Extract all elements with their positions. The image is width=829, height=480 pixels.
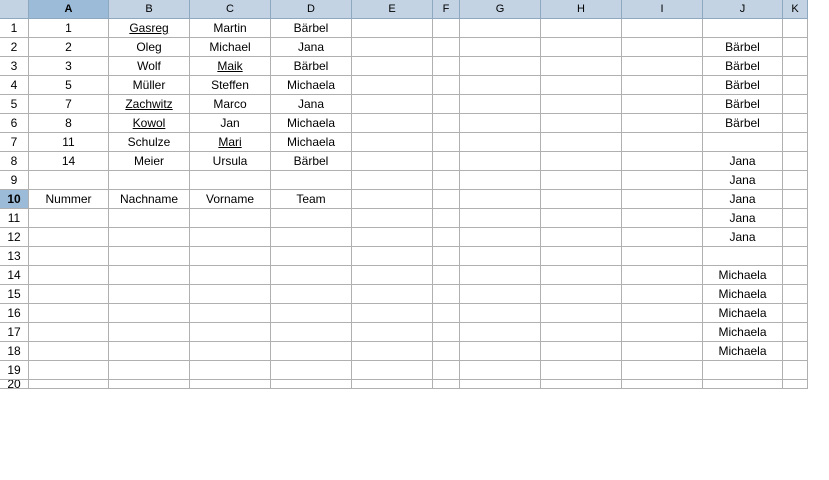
cell-j20[interactable] — [703, 380, 783, 389]
cell-h1[interactable]: Nachname — [541, 19, 622, 38]
table-row[interactable] — [0, 38, 808, 57]
table-row[interactable] — [0, 190, 808, 209]
cell-f9[interactable] — [433, 171, 460, 190]
cell-c17[interactable] — [190, 323, 271, 342]
cell-c10[interactable]: Vorname — [190, 190, 271, 209]
column-header-a[interactable]: A — [29, 0, 109, 19]
row-header-15[interactable]: 15 — [0, 285, 29, 304]
table-row[interactable] — [0, 228, 808, 247]
cell-c20[interactable] — [190, 380, 271, 389]
cell-e13[interactable] — [352, 247, 433, 266]
cell-b20[interactable] — [109, 380, 190, 389]
cell-i11[interactable] — [622, 209, 703, 228]
cell-b8[interactable]: Meier — [109, 152, 190, 171]
row-header-13[interactable]: 13 — [0, 247, 29, 266]
table-row[interactable] — [0, 380, 808, 389]
cell-a5[interactable]: 7 — [29, 95, 109, 114]
cell-g18[interactable] — [460, 342, 541, 361]
cell-b12[interactable] — [109, 228, 190, 247]
cell-b5-text: Zachwitz — [125, 97, 173, 111]
row-header-6[interactable]: 6 — [0, 114, 29, 133]
cell-a2[interactable]: 2 — [29, 38, 109, 57]
cell-a7[interactable]: 11 — [29, 133, 109, 152]
cell-k6[interactable] — [783, 114, 808, 133]
cell-i2[interactable] — [622, 38, 703, 57]
cell-a11[interactable] — [29, 209, 109, 228]
cell-i16[interactable] — [622, 304, 703, 323]
cell-g15[interactable] — [460, 285, 541, 304]
cell-d5[interactable]: Jana — [271, 95, 352, 114]
cell-b5[interactable] — [109, 95, 190, 114]
cell-f16[interactable] — [433, 304, 460, 323]
cell-i10[interactable] — [622, 190, 703, 209]
cell-a8[interactable]: 14 — [29, 152, 109, 171]
cell-d4[interactable]: Michaela — [271, 76, 352, 95]
cell-k9[interactable] — [783, 171, 808, 190]
cell-b3[interactable]: Wolf — [109, 57, 190, 76]
cell-c7-text: Mari — [218, 135, 242, 149]
cell-b19[interactable] — [109, 361, 190, 380]
table-row[interactable] — [0, 19, 808, 38]
cell-c1[interactable]: Martin — [190, 19, 271, 38]
cell-i17[interactable] — [622, 323, 703, 342]
cell-k16[interactable] — [783, 304, 808, 323]
cell-h4[interactable] — [541, 76, 622, 95]
cell-f8[interactable] — [433, 152, 460, 171]
cell-i8[interactable] — [622, 152, 703, 171]
cell-k20[interactable] — [783, 380, 808, 389]
cell-a15[interactable] — [29, 285, 109, 304]
cell-b17[interactable] — [109, 323, 190, 342]
cell-g5[interactable] — [460, 95, 541, 114]
row-header-11[interactable]: 11 — [0, 209, 29, 228]
cell-c8[interactable]: Ursula — [190, 152, 271, 171]
cell-h11[interactable] — [541, 209, 622, 228]
row-header-20[interactable]: 20 — [0, 380, 29, 389]
cell-i6[interactable] — [622, 114, 703, 133]
cell-h20[interactable] — [541, 380, 622, 389]
row-header-8[interactable]: 8 — [0, 152, 29, 171]
cell-c15[interactable] — [190, 285, 271, 304]
cell-k3[interactable] — [783, 57, 808, 76]
cell-i4[interactable] — [622, 76, 703, 95]
cell-b6[interactable] — [109, 114, 190, 133]
cell-h2[interactable] — [541, 38, 622, 57]
cell-b6-text: Kowol — [132, 116, 166, 130]
cell-k5[interactable] — [783, 95, 808, 114]
cell-f14[interactable] — [433, 266, 460, 285]
cell-h10[interactable] — [541, 190, 622, 209]
cell-i19[interactable] — [622, 361, 703, 380]
cell-j19[interactable] — [703, 361, 783, 380]
cell-g17[interactable] — [460, 323, 541, 342]
cell-g7[interactable]: Nummer — [460, 133, 541, 152]
cell-j3[interactable]: Bärbel — [703, 57, 783, 76]
cell-c14[interactable] — [190, 266, 271, 285]
cell-c2[interactable]: Michael — [190, 38, 271, 57]
cell-h9[interactable] — [541, 171, 622, 190]
cell-h3[interactable] — [541, 57, 622, 76]
cell-i7[interactable]: Vorname — [622, 133, 703, 152]
cell-k8[interactable] — [783, 152, 808, 171]
table-row[interactable] — [0, 209, 808, 228]
cell-d19[interactable] — [271, 361, 352, 380]
cell-b4[interactable]: Müller — [109, 76, 190, 95]
cell-g9[interactable] — [460, 171, 541, 190]
cell-f5[interactable] — [433, 95, 460, 114]
cell-g10[interactable] — [460, 190, 541, 209]
cell-e8[interactable] — [352, 152, 433, 171]
cell-j15[interactable]: Michaela — [703, 285, 783, 304]
cell-d15[interactable] — [271, 285, 352, 304]
cell-h17[interactable] — [541, 323, 622, 342]
cell-j13[interactable]: Team — [703, 247, 783, 266]
cell-c19[interactable] — [190, 361, 271, 380]
cell-c9[interactable] — [190, 171, 271, 190]
column-header-i[interactable]: I — [622, 0, 703, 19]
table-row[interactable] — [0, 95, 808, 114]
cell-c3-text: Maik — [217, 59, 243, 73]
cell-a9[interactable] — [29, 171, 109, 190]
cell-j6[interactable]: Bärbel — [703, 114, 783, 133]
cell-j14[interactable]: Michaela — [703, 266, 783, 285]
cell-b14[interactable] — [109, 266, 190, 285]
cell-h14[interactable] — [541, 266, 622, 285]
row-header-17[interactable]: 17 — [0, 323, 29, 342]
cell-i12[interactable] — [622, 228, 703, 247]
cell-j9[interactable]: Jana — [703, 171, 783, 190]
table-row[interactable] — [0, 76, 808, 95]
cell-j8[interactable]: Jana — [703, 152, 783, 171]
cell-h8[interactable] — [541, 152, 622, 171]
table-row[interactable] — [0, 342, 808, 361]
cell-b1-text: Gasreg — [129, 21, 169, 35]
row-header-12[interactable]: 12 — [0, 228, 29, 247]
cell-i18[interactable] — [622, 342, 703, 361]
cell-f7[interactable] — [433, 133, 460, 152]
cell-a1[interactable]: 1 — [29, 19, 109, 38]
cell-c4[interactable]: Steffen — [190, 76, 271, 95]
column-header-row — [0, 0, 808, 19]
cell-e17[interactable] — [352, 323, 433, 342]
cell-e11[interactable] — [352, 209, 433, 228]
cell-e4[interactable] — [352, 76, 433, 95]
cell-k12[interactable] — [783, 228, 808, 247]
cell-k17[interactable] — [783, 323, 808, 342]
cell-a20[interactable] — [29, 380, 109, 389]
cell-g3[interactable] — [460, 57, 541, 76]
row-header-16[interactable]: 16 — [0, 304, 29, 323]
cell-h12[interactable] — [541, 228, 622, 247]
cell-c6[interactable]: Jan — [190, 114, 271, 133]
cell-d18[interactable] — [271, 342, 352, 361]
cell-j1[interactable]: Team — [703, 19, 783, 38]
table-row[interactable] — [0, 171, 808, 190]
cell-k18[interactable] — [783, 342, 808, 361]
cell-a19[interactable] — [29, 361, 109, 380]
cell-k11[interactable] — [783, 209, 808, 228]
cell-g8[interactable] — [460, 152, 541, 171]
row-header-7[interactable]: 7 — [0, 133, 29, 152]
cell-g11[interactable] — [460, 209, 541, 228]
cell-a17[interactable] — [29, 323, 109, 342]
cell-g13[interactable]: Nummer — [460, 247, 541, 266]
cell-b13[interactable] — [109, 247, 190, 266]
cell-c3[interactable] — [190, 57, 271, 76]
cell-d7[interactable]: Michaela — [271, 133, 352, 152]
cell-f10[interactable] — [433, 190, 460, 209]
cell-i15[interactable] — [622, 285, 703, 304]
cell-d14[interactable] — [271, 266, 352, 285]
cell-i5[interactable] — [622, 95, 703, 114]
cell-k14[interactable] — [783, 266, 808, 285]
cell-f11[interactable] — [433, 209, 460, 228]
cell-i14[interactable] — [622, 266, 703, 285]
cell-f17[interactable] — [433, 323, 460, 342]
cell-d1[interactable]: Bärbel — [271, 19, 352, 38]
cell-c18[interactable] — [190, 342, 271, 361]
cell-f1[interactable] — [433, 19, 460, 38]
cell-c16[interactable] — [190, 304, 271, 323]
cell-c5[interactable]: Marco — [190, 95, 271, 114]
cell-b1[interactable] — [109, 19, 190, 38]
cell-a13[interactable] — [29, 247, 109, 266]
column-header-b[interactable]: B — [109, 0, 190, 19]
cell-h5[interactable] — [541, 95, 622, 114]
cell-g6[interactable] — [460, 114, 541, 133]
cell-d8[interactable]: Bärbel — [271, 152, 352, 171]
cell-f19[interactable] — [433, 361, 460, 380]
cell-f4[interactable] — [433, 76, 460, 95]
cell-e18[interactable] — [352, 342, 433, 361]
cell-e12[interactable] — [352, 228, 433, 247]
table-row[interactable] — [0, 323, 808, 342]
row-header-3[interactable]: 3 — [0, 57, 29, 76]
row-header-18[interactable]: 18 — [0, 342, 29, 361]
cell-j7[interactable]: Team — [703, 133, 783, 152]
cell-e15[interactable] — [352, 285, 433, 304]
cell-j12[interactable]: Jana — [703, 228, 783, 247]
cell-b10[interactable]: Nachname — [109, 190, 190, 209]
cell-k2[interactable] — [783, 38, 808, 57]
cell-a16[interactable] — [29, 304, 109, 323]
cell-h18[interactable] — [541, 342, 622, 361]
cell-f2[interactable] — [433, 38, 460, 57]
cell-g16[interactable] — [460, 304, 541, 323]
cell-e20[interactable] — [352, 380, 433, 389]
cell-g20[interactable] — [460, 380, 541, 389]
column-header-f[interactable]: F — [433, 0, 460, 19]
cell-h19[interactable] — [541, 361, 622, 380]
cell-g19[interactable] — [460, 361, 541, 380]
row-header-2[interactable]: 2 — [0, 38, 29, 57]
cell-d10[interactable]: Team — [271, 190, 352, 209]
cell-f3[interactable] — [433, 57, 460, 76]
cell-f18[interactable] — [433, 342, 460, 361]
cell-a3[interactable]: 3 — [29, 57, 109, 76]
column-header-h[interactable]: H — [541, 0, 622, 19]
cell-d12[interactable] — [271, 228, 352, 247]
cell-a10[interactable]: Nummer — [29, 190, 109, 209]
row-header-9[interactable]: 9 — [0, 171, 29, 190]
cell-c11[interactable] — [190, 209, 271, 228]
column-header-k[interactable]: K — [783, 0, 808, 19]
cell-b15[interactable] — [109, 285, 190, 304]
cell-j5[interactable]: Bärbel — [703, 95, 783, 114]
cell-d3[interactable]: Bärbel — [271, 57, 352, 76]
cell-b7[interactable]: Schulze — [109, 133, 190, 152]
cell-a14[interactable] — [29, 266, 109, 285]
cell-i13[interactable]: Vorname — [622, 247, 703, 266]
cell-i1[interactable]: Vorname — [622, 19, 703, 38]
cell-h6[interactable] — [541, 114, 622, 133]
cell-a12[interactable] — [29, 228, 109, 247]
cell-d2[interactable]: Jana — [271, 38, 352, 57]
table-row[interactable] — [0, 361, 808, 380]
cell-e19[interactable] — [352, 361, 433, 380]
table-row[interactable] — [0, 152, 808, 171]
cell-b2[interactable]: Oleg — [109, 38, 190, 57]
cell-k10[interactable] — [783, 190, 808, 209]
cell-d17[interactable] — [271, 323, 352, 342]
row-header-4[interactable]: 4 — [0, 76, 29, 95]
cell-b9[interactable] — [109, 171, 190, 190]
cell-i9[interactable] — [622, 171, 703, 190]
cell-e7[interactable] — [352, 133, 433, 152]
cell-j18[interactable]: Michaela — [703, 342, 783, 361]
cell-j4[interactable]: Bärbel — [703, 76, 783, 95]
cell-d16[interactable] — [271, 304, 352, 323]
column-header-d[interactable]: D — [271, 0, 352, 19]
cell-g4[interactable] — [460, 76, 541, 95]
cell-c13[interactable] — [190, 247, 271, 266]
cell-d13[interactable] — [271, 247, 352, 266]
cell-h16[interactable] — [541, 304, 622, 323]
cell-a6[interactable]: 8 — [29, 114, 109, 133]
cell-e16[interactable] — [352, 304, 433, 323]
column-header-j[interactable]: J — [703, 0, 783, 19]
cell-j10[interactable]: Jana — [703, 190, 783, 209]
cell-g2[interactable] — [460, 38, 541, 57]
cell-d20[interactable] — [271, 380, 352, 389]
cell-k19[interactable] — [783, 361, 808, 380]
cell-e5[interactable] — [352, 95, 433, 114]
cell-j11[interactable]: Jana — [703, 209, 783, 228]
table-row[interactable] — [0, 114, 808, 133]
cell-e14[interactable] — [352, 266, 433, 285]
table-row[interactable] — [0, 57, 808, 76]
select-all-corner[interactable] — [0, 0, 29, 19]
cell-f12[interactable] — [433, 228, 460, 247]
table-row[interactable] — [0, 304, 808, 323]
cell-f15[interactable] — [433, 285, 460, 304]
cell-g12[interactable] — [460, 228, 541, 247]
cell-b16[interactable] — [109, 304, 190, 323]
cell-h15[interactable] — [541, 285, 622, 304]
cell-e3[interactable] — [352, 57, 433, 76]
column-header-c[interactable]: C — [190, 0, 271, 19]
cell-k4[interactable] — [783, 76, 808, 95]
cell-a4[interactable]: 5 — [29, 76, 109, 95]
cell-e6[interactable] — [352, 114, 433, 133]
cell-f6[interactable] — [433, 114, 460, 133]
cell-j2[interactable]: Bärbel — [703, 38, 783, 57]
cell-k13[interactable] — [783, 247, 808, 266]
table-row[interactable] — [0, 285, 808, 304]
cell-d11[interactable] — [271, 209, 352, 228]
cell-e1[interactable] — [352, 19, 433, 38]
cell-f13[interactable] — [433, 247, 460, 266]
cell-j16[interactable]: Michaela — [703, 304, 783, 323]
cell-d6[interactable]: Michaela — [271, 114, 352, 133]
column-header-g[interactable]: G — [460, 0, 541, 19]
cell-e9[interactable] — [352, 171, 433, 190]
cell-k1[interactable] — [783, 19, 808, 38]
table-row[interactable] — [0, 133, 808, 152]
table-row[interactable] — [0, 247, 808, 266]
row-header-10[interactable]: 10 — [0, 190, 29, 209]
cell-c12[interactable] — [190, 228, 271, 247]
cell-k7[interactable] — [783, 133, 808, 152]
cell-c7[interactable] — [190, 133, 271, 152]
row-header-14[interactable]: 14 — [0, 266, 29, 285]
cell-i20[interactable] — [622, 380, 703, 389]
row-header-19[interactable]: 19 — [0, 361, 29, 380]
cell-i3[interactable] — [622, 57, 703, 76]
cell-f20[interactable] — [433, 380, 460, 389]
cell-g14[interactable] — [460, 266, 541, 285]
cell-g1[interactable]: Nummer — [460, 19, 541, 38]
cell-e10[interactable] — [352, 190, 433, 209]
cell-k15[interactable] — [783, 285, 808, 304]
cell-e2[interactable] — [352, 38, 433, 57]
row-header-5[interactable]: 5 — [0, 95, 29, 114]
table-row[interactable] — [0, 266, 808, 285]
cell-b18[interactable] — [109, 342, 190, 361]
cell-h7[interactable]: Nachname — [541, 133, 622, 152]
cell-j17[interactable]: Michaela — [703, 323, 783, 342]
cell-h13[interactable]: Nachname — [541, 247, 622, 266]
cell-d9[interactable] — [271, 171, 352, 190]
column-header-e[interactable]: E — [352, 0, 433, 19]
cell-a18[interactable] — [29, 342, 109, 361]
row-header-1[interactable]: 1 — [0, 19, 29, 38]
cell-b11[interactable] — [109, 209, 190, 228]
